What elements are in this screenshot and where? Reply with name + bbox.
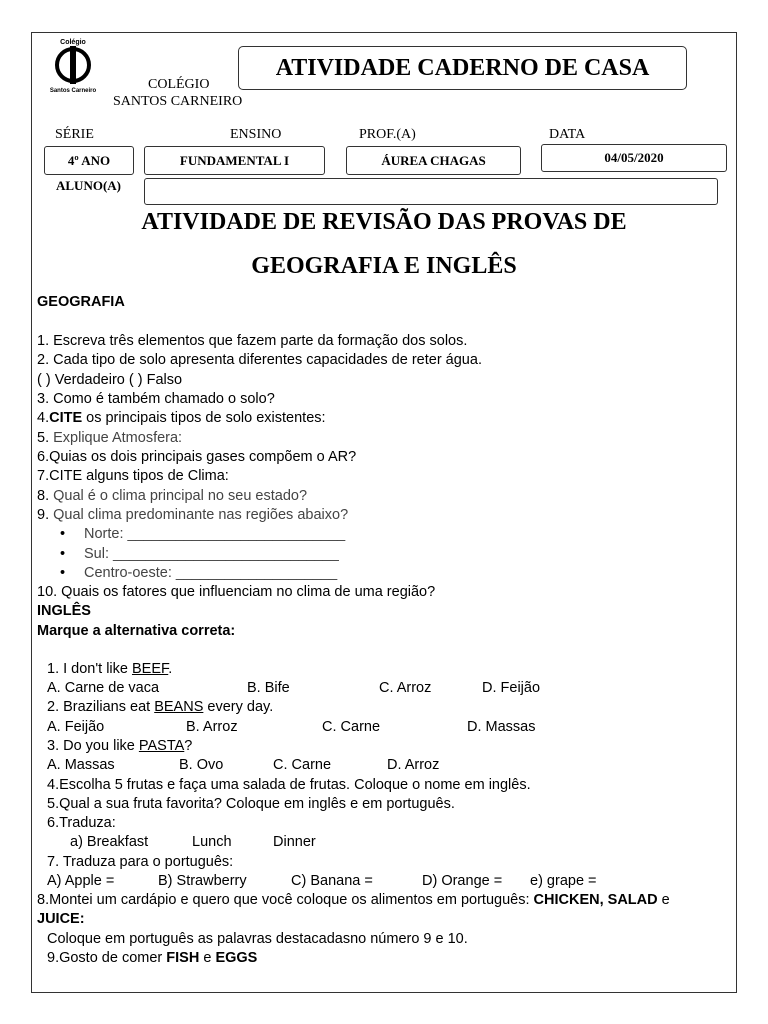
eng-q7-item-b: B) Strawberry xyxy=(158,873,247,889)
student-name-field[interactable] xyxy=(144,178,718,205)
geo-question-2: 2. Cada tipo de solo apresenta diferentes capacidades de reter água. xyxy=(37,352,482,368)
eng-question-8-juice: JUICE: xyxy=(37,911,85,927)
main-title-line1: ATIVIDADE DE REVISÃO DAS PROVAS DE xyxy=(141,209,627,235)
ensino-label: ENSINO xyxy=(230,127,282,142)
geo-question-10: 10. Quais os fatores que influenciam no clima de uma região? xyxy=(37,584,436,600)
eng-q1-option-b[interactable]: B. Bife xyxy=(247,680,290,696)
eng-note: Coloque em português as palavras destacadasno número 9 e 10. xyxy=(47,931,468,947)
eng-question-3: 3. Do you like PASTA? xyxy=(47,738,193,754)
eng-question-8: 8.Montei um cardápio e quero que você coloque os alimentos em português: CHICKEN, SALAD e xyxy=(37,892,670,908)
eng-question-4: 4.Escolha 5 frutas e faça uma salada de frutas. Coloque o nome em inglês. xyxy=(47,777,531,793)
eng-q2-option-c[interactable]: C. Carne xyxy=(322,719,381,735)
geo-question-3: 3. Como é também chamado o solo? xyxy=(37,391,275,407)
eng-q2-option-a[interactable]: A. Feijão xyxy=(47,719,105,735)
prof-label: PROF.(A) xyxy=(359,127,416,142)
geo-question-7: 7.CITE alguns tipos de Clima: xyxy=(37,468,229,484)
serie-field[interactable]: 4º ANO xyxy=(44,146,134,175)
bullet-icon: • xyxy=(60,565,66,581)
svg-text:Santos Carneiro: Santos Carneiro xyxy=(49,88,97,94)
eng-q3-option-b[interactable]: B. Ovo xyxy=(179,757,224,773)
data-label: DATA xyxy=(549,127,586,142)
school-name-line2: SANTOS CARNEIRO xyxy=(113,94,243,109)
eng-question-1: 1. I don't like BEEF. xyxy=(47,661,173,677)
eng-question-6: 6.Traduza: xyxy=(47,815,116,831)
prof-field[interactable]: ÁUREA CHAGAS xyxy=(346,146,521,175)
eng-q6-item-lunch: Lunch xyxy=(192,834,232,850)
eng-q6-item-dinner: Dinner xyxy=(273,834,316,850)
eng-q6-item-breakfast: a) Breakfast xyxy=(70,834,149,850)
ingles-heading: INGLÊS xyxy=(37,603,91,619)
eng-q3-option-d[interactable]: D. Arroz xyxy=(387,757,440,773)
serie-label: SÉRIE xyxy=(55,127,94,142)
main-title-line2: GEOGRAFIA E INGLÊS xyxy=(251,253,517,279)
eng-q2-option-d[interactable]: D. Massas xyxy=(467,719,536,735)
region-centro-oeste: Centro-oeste: ____________________ xyxy=(84,565,338,581)
eng-q1-option-c[interactable]: C. Arroz xyxy=(379,680,432,696)
bullet-icon: • xyxy=(60,546,66,562)
svg-text:Colégio: Colégio xyxy=(60,39,86,46)
eng-q3-option-a[interactable]: A. Massas xyxy=(47,757,115,773)
geo-question-2-options: ( ) Verdadeiro ( ) Falso xyxy=(37,372,183,388)
eng-question-9: 9.Gosto de comer FISH e EGGS xyxy=(47,950,258,966)
eng-q7-item-c: C) Banana = xyxy=(291,873,373,889)
eng-q1-option-d[interactable]: D. Feijão xyxy=(482,680,541,696)
region-norte: Norte: ___________________________ xyxy=(84,526,346,542)
eng-q3-option-c[interactable]: C. Carne xyxy=(273,757,332,773)
geo-question-8: 8. Qual é o clima principal no seu estado? xyxy=(37,488,308,504)
eng-q1-option-a[interactable]: A. Carne de vaca xyxy=(47,680,160,696)
geo-question-6: 6.Quias os dois principais gases compõem o AR? xyxy=(37,449,357,465)
geografia-heading: GEOGRAFIA xyxy=(37,294,125,310)
aluno-label: ALUNO(A) xyxy=(56,178,121,193)
activity-title: ATIVIDADE CADERNO DE CASA xyxy=(238,46,687,90)
school-name-line1: COLÉGIO xyxy=(148,77,210,92)
bullet-icon: • xyxy=(60,526,66,542)
date-field[interactable]: 04/05/2020 xyxy=(541,144,727,172)
eng-question-5: 5.Qual a sua fruta favorita? Coloque em inglês e em português. xyxy=(47,796,455,812)
ensino-field[interactable]: FUNDAMENTAL I xyxy=(144,146,325,175)
eng-question-2: 2. Brazilians eat BEANS every day. xyxy=(47,699,274,715)
region-sul: Sul: ____________________________ xyxy=(84,546,339,562)
ingles-instruction: Marque a alternativa correta: xyxy=(37,623,236,639)
geo-question-1: 1. Escreva três elementos que fazem parte da formação dos solos. xyxy=(37,333,468,349)
geo-question-4: 4.CITE os principais tipos de solo existentes: xyxy=(37,410,326,426)
eng-q7-item-e: e) grape = xyxy=(530,873,597,889)
geo-question-5: 5. Explique Atmosfera: xyxy=(37,430,183,446)
eng-q7-item-a: A) Apple = xyxy=(47,873,115,889)
school-logo xyxy=(44,36,102,94)
eng-q7-item-d: D) Orange = xyxy=(422,873,503,889)
eng-q2-option-b[interactable]: B. Arroz xyxy=(186,719,238,735)
eng-question-7: 7. Traduza para o português: xyxy=(47,854,234,870)
geo-question-9: 9. Qual clima predominante nas regiões abaixo? xyxy=(37,507,349,523)
